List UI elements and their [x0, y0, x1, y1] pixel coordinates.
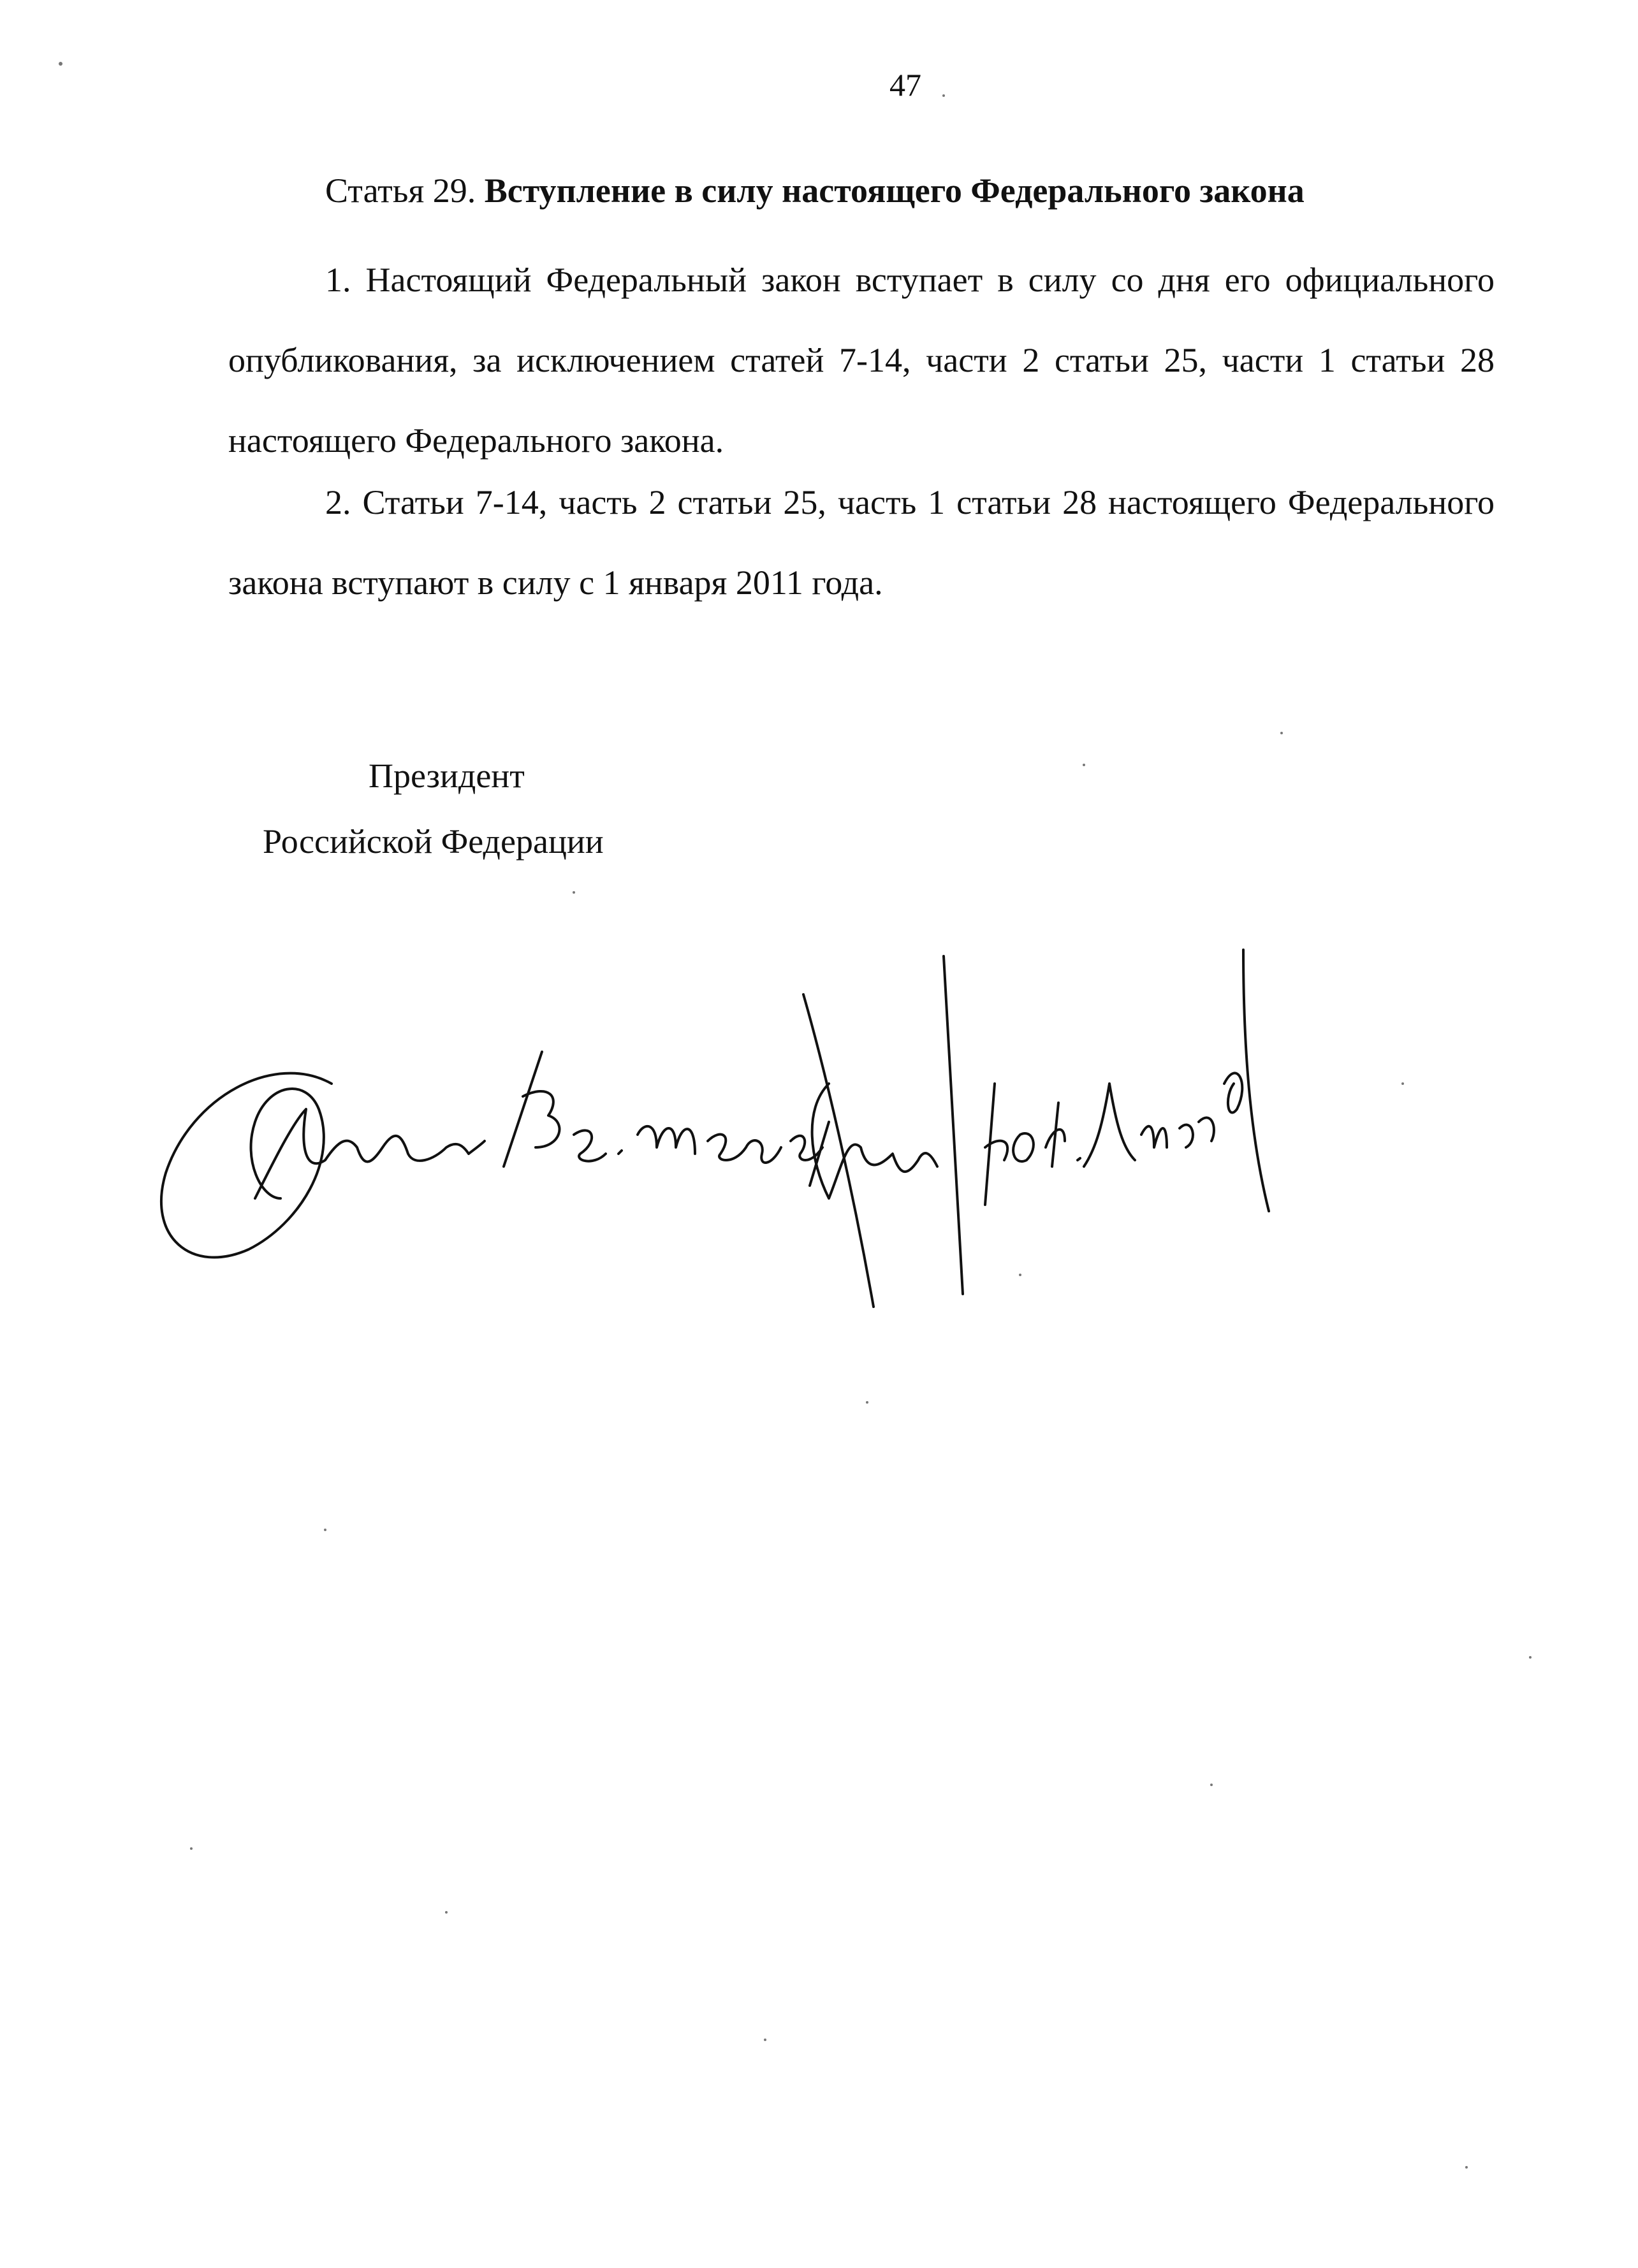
article-label: Статья 29.: [325, 171, 476, 210]
signature-vertical-2: [1243, 950, 1269, 1211]
signature-scribble-1: [255, 1109, 485, 1198]
signature-loop: [161, 1073, 332, 1258]
page-number: 47: [889, 67, 921, 103]
paragraph-2: 2. Статьи 7-14, часть 2 статьи 25, часть 1 статьи 28 настоящего Федерального закона вступают в силу с 1 января 2011 года.: [228, 483, 1495, 602]
article-heading: [325, 171, 1305, 210]
signature-scribble-2: [803, 994, 937, 1307]
paragraph-1: 1. Настоящий Федеральный закон вступает в силу со дня его официального опубликования, за исключением статей 7-14, части 2 статьи 25, части 1 статьи 28 настоящего Федерального закона.: [228, 261, 1495, 460]
signatory-title-line1: Президент: [369, 757, 525, 795]
signature-vertical-1: [944, 956, 963, 1294]
article-title: Вступление в силу настоящего Федерального закона: [484, 171, 1305, 210]
signatory-title-line2: Российской Федерации: [263, 822, 604, 861]
signature-name-1: [504, 1052, 829, 1186]
signature-name-2: [985, 1073, 1242, 1205]
